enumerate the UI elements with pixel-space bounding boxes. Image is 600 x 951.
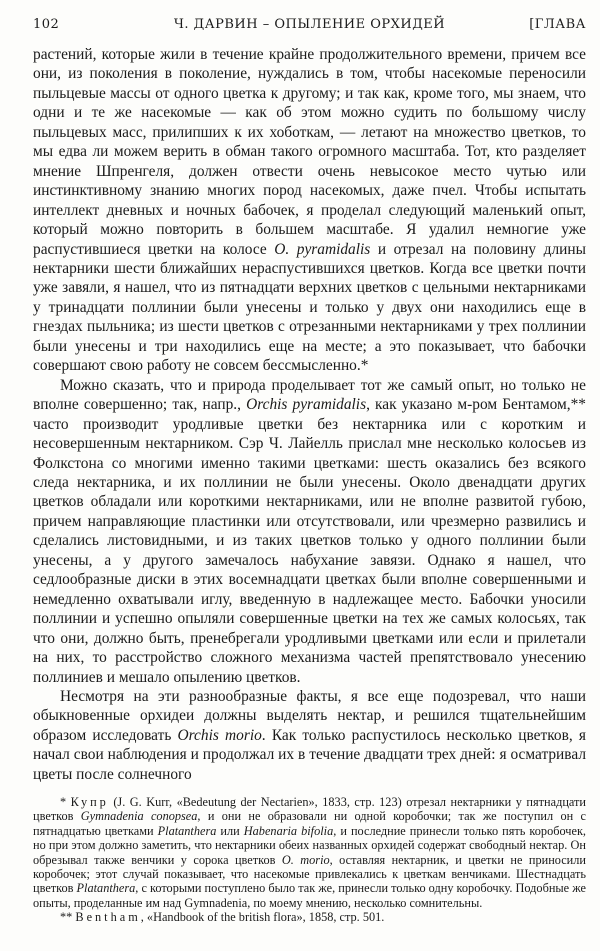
paragraph-1-text-a: растений, которые жили в течение крайне продолжительного времени, причем все они, из поколения в поколение, нуждались в том, чтобы насекомые переносили пыльцевые массы от одного цветка к другому; и так как, кроме того, мы знаем, что одни и те же насекомые — как об этом можно судить по большому числу пыльцевых масс, прилипших к их хоботкам, — летают на множество цветков, то мы едва ли можем верить в обман такого огромного масштаба. Тот, кто разделяет мнение Шпренгеля, должен отвести очень невысокое место чутью или инстинктивному знанию многих пород насекомых, даже пчел. Чтобы испытать интеллект дневных и ночных бабочек, я проделал следующий маленький опыт, который можно повторить в большем масштабе. Я удалил немногие уже распустившиеся цветки на колосе (33, 46, 586, 258)
species-name: Platanthera (157, 823, 217, 838)
paragraph-3-text-b: . Как только распустилось несколько цветков, я начал свои наблюдения и продолжал их в течение двадцати трех дней: я осматривал цветы после солнечного (33, 726, 586, 783)
running-title: Ч. ДАРВИН – ОПЫЛЕНИЕ ОРХИДЕЙ (173, 17, 446, 32)
species-name: Platanthera (76, 881, 136, 896)
footnote-author: Bentham (75, 910, 141, 925)
page-number: 102 (33, 17, 60, 32)
chapter-label: [ГЛАВА (529, 17, 586, 32)
footnote-mark: * (60, 795, 71, 809)
footnote-2 (33, 910, 586, 924)
footnotes (33, 795, 586, 925)
paragraph-3-text-a: Несмотря на эти разнообразные факты, я все еще подозревал, что наши обыкновенные орхидеи должны выделять нектар, и решился тщательнейшим образом исследовать (33, 687, 586, 744)
paragraph-2-text-a: Можно сказать, что и природа проделывает тот же самый опыт, но только не вполне совершенно; так, напр., (33, 376, 586, 414)
paragraph-3 (33, 687, 586, 784)
paragraph-2-text-b: , как указано м-ром Бентамом,** часто производит уродливые цветки без нектарника или с коротким и несовершенным нектарником. Сэр Ч. Лайелль прислал мне несколько колосьев из Фолкстона со многими именно такими цветками: шесть оказались без всякого следа нектарника, и их поллинии не были унесены. Около двенадцати других цветков обладали или короткими нектарниками, или не вполне развитой губою, причем направляющие пластинки или отсутствовали, или чрезмерно развились и сделались листовидными, и из таких цветков только у одного поллинии были унесены, а у другого замечалось набухание завязи. Однако я нашел, что седлообразные диски в этих восемнадцати цветках были вполне совершенными и немедленно охватывали иглу, введенную в надлежащее место. Бабочки уносили поллинии и успешно опыляли совершенные цветки на тех же самых колосьях, так что они, должно быть, пренебрегали уродливыми цветками или если и прилетали на них, то расстройство сложного механизма частей препятствовало унесению поллиниев и мешало опылению цветков. (33, 396, 586, 686)
footnote-author: Купр (70, 795, 109, 809)
species-name: Gymnadenia conopsea (80, 809, 198, 824)
species-name: Habenaria bifolia (243, 823, 334, 838)
footnote-text: , «Handbook of the british flora», 1858, стр. 501. (140, 910, 385, 925)
footnote-text: (J. G. Kurr, «Bedeutung der Nectarien», 1833, стр. 123) отрезал нектарники у пятнадцати цветков (33, 795, 586, 824)
footnote-1 (33, 795, 586, 910)
species-name: O. pyramidalis (274, 240, 371, 258)
paragraph-1 (33, 45, 586, 376)
species-name: Orchis pyramidalis (246, 396, 367, 414)
paragraph-2 (33, 376, 586, 687)
footnote-text: , с которыми поступлено было так же, принесли только одну коробочку. Подобные же опыты, проделанные им над Gymnadenia, по моему мнению, несколько сомнительны. (33, 881, 586, 910)
main-text (33, 45, 586, 784)
running-header (33, 17, 586, 37)
footnote-text: , оставляя нектарник, и цветки не приносили коробочек; этот случай показывает, что насекомые привлекались к цветкам венчиками. Шестнадцать цветков (33, 852, 586, 896)
species-name: O. morio (281, 852, 330, 867)
species-name: Orchis morio (177, 726, 262, 744)
footnote-text: , и последние принесли только пять коробочек, но при этом должно заметить, что нектарники обеих названных орхидей содержат свободный нектар. Он обрезывал также венчики у сорока цветков (33, 823, 586, 867)
footnote-mark: ** (60, 910, 76, 925)
footnote-text: или (216, 823, 244, 838)
footnote-text: , и они не образовали ни одной коробочки; так же поступил он с пятнадцатью цветками (33, 809, 586, 838)
paragraph-1-text-b: и отрезал на половину длины нектарники шести ближайших нераспустившихся цветков. Когда все цветки почти уже завяли, я нашел, что из пятнадцати верхних цветков с цельными нектарниками у тринадцати поллинии были унесены и только у двух они находились еще в гнездах пыльника; из шести цветков с отрезанными нектарниками у трех поллинии были унесены и три находились еще на месте; а это показывает, что бабочки совершают свою работу не совсем бессмысленно.* (33, 240, 586, 375)
